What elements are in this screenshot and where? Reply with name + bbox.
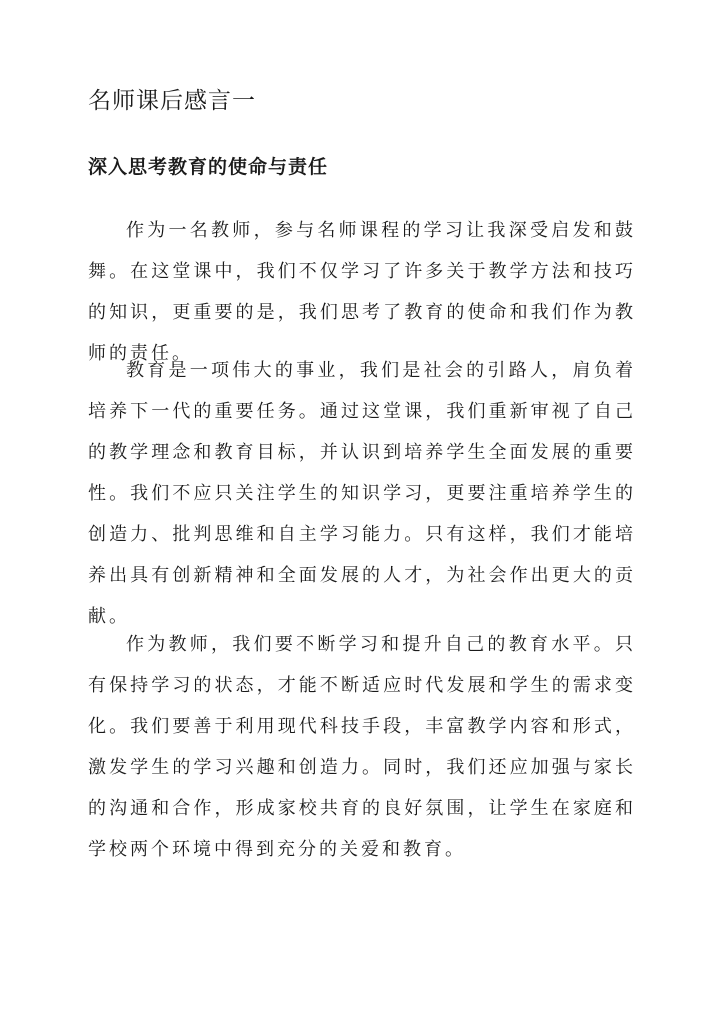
paragraph-3: 作为教师，我们要不断学习和提升自己的教育水平。只有保持学习的状态，才能不断适应时代发展和学生的需求变化。我们要善于利用现代科技手段，丰富教学内容和形式，激发学生的学习兴趣和创造力。同时，我们还应加强与家长的沟通和合作，形成家校共育的良好氛围，让学生在家庭和学校两个环境中得到充分的关爱和教育。: [88, 634, 636, 860]
document-title: 名师课后感言一: [88, 88, 256, 114]
paragraph-2: 教育是一项伟大的事业，我们是社会的引路人，肩负着培养下一代的重要任务。通过这堂课，我们重新审视了自己的教学理念和教育目标，并认识到培养学生全面发展的重要性。我们不应只关注学生的知识学习，更要注重培养学生的创造力、批判思维和自主学习能力。只有这样，我们才能培养出具有创新精神和全面发展的人才，为社会作出更大的贡献。: [88, 360, 636, 627]
paragraph-1: 作为一名教师，参与名师课程的学习让我深受启发和鼓舞。在这堂课中，我们不仅学习了许多关于教学方法和技巧的知识，更重要的是，我们思考了教育的使命和我们作为教师的责任。: [88, 220, 636, 364]
section-heading: 深入思考教育的使命与责任: [88, 156, 329, 178]
